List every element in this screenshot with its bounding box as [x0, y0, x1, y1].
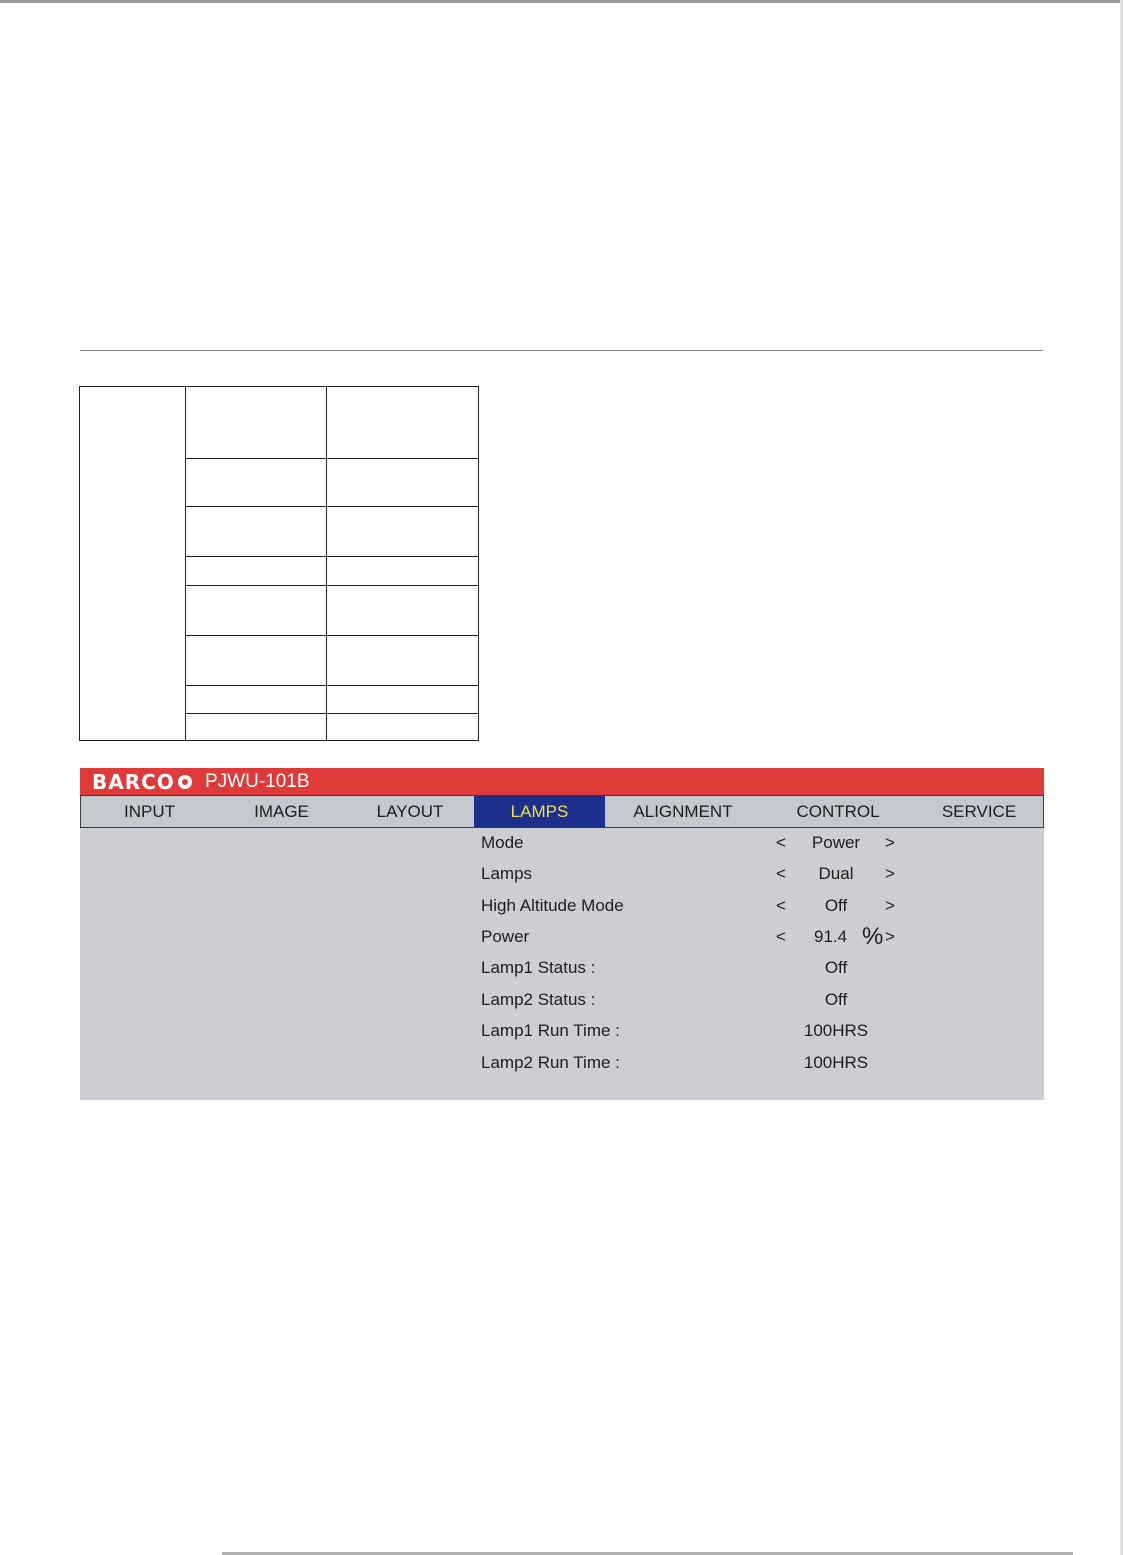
tab-input[interactable]: INPUT [124, 802, 175, 821]
brand-mark-icon [178, 775, 192, 789]
lamp2-runtime-value: 100HRS [803, 1053, 869, 1072]
table-row-divider [185, 556, 479, 557]
menu-row-lamp1-runtime [80, 1016, 1044, 1047]
high-altitude-prev-arrow[interactable]: < [776, 896, 786, 915]
power-prev-arrow[interactable]: < [776, 927, 786, 946]
menu-row-lamp2-status [80, 985, 1044, 1016]
mode-label: Mode [481, 833, 524, 852]
tab-service[interactable]: SERVICE [941, 802, 1017, 821]
mode-next-arrow[interactable]: > [885, 833, 895, 852]
table-column-divider [326, 386, 327, 741]
lamps-next-arrow[interactable]: > [885, 864, 895, 883]
table-row-divider [185, 585, 479, 586]
power-value: 91.4 [814, 927, 848, 946]
top-rule [0, 0, 1123, 3]
lamp2-status-label: Lamp2 Status : [481, 990, 596, 1009]
table-row-divider [185, 458, 479, 459]
lamps-value: Dual [818, 864, 854, 883]
section-divider [80, 350, 1043, 351]
mode-value: Power [811, 833, 861, 852]
high-altitude-next-arrow[interactable]: > [885, 896, 895, 915]
table-border [79, 386, 479, 741]
lamp2-runtime-label: Lamp2 Run Time : [481, 1053, 620, 1072]
table-row-divider [185, 635, 479, 636]
mode-prev-arrow[interactable]: < [776, 833, 786, 852]
lamps-prev-arrow[interactable]: < [776, 864, 786, 883]
high-altitude-label: High Altitude Mode [481, 896, 624, 915]
empty-table [79, 386, 479, 741]
lamps-label: Lamps [481, 864, 533, 883]
high-altitude-value: Off [824, 896, 848, 915]
lamp1-runtime-value: 100HRS [803, 1021, 869, 1040]
table-row-divider [185, 685, 479, 686]
lamp2-status-value: Off [824, 990, 848, 1009]
menu-row-high-altitude[interactable] [80, 891, 1044, 922]
osd-menu [80, 768, 1044, 1100]
osd-header [80, 768, 1044, 795]
brand-logo [92, 769, 192, 794]
power-next-arrow[interactable]: > [885, 927, 895, 946]
lamp1-status-value: Off [824, 958, 848, 977]
lamp1-status-label: Lamp1 Status : [481, 958, 596, 977]
tab-lamps[interactable]: LAMPS [474, 796, 605, 827]
power-label: Power [481, 927, 530, 946]
tab-control[interactable]: CONTROL [796, 802, 880, 821]
tab-alignment[interactable]: ALIGNMENT [633, 802, 733, 821]
menu-row-lamp2-runtime [80, 1048, 1044, 1079]
tab-image[interactable]: IMAGE [254, 802, 309, 821]
tab-layout[interactable]: LAYOUT [376, 802, 444, 821]
lamp1-runtime-label: Lamp1 Run Time : [481, 1021, 620, 1040]
brand-name: BARCO [92, 769, 175, 794]
menu-row-mode[interactable] [80, 828, 1044, 859]
tab-bar [80, 795, 1044, 828]
table-row-divider [185, 506, 479, 507]
table-column-divider [185, 386, 186, 741]
table-row-divider [185, 713, 479, 714]
menu-row-power[interactable] [80, 922, 1044, 953]
menu-row-lamp1-status [80, 953, 1044, 984]
model-name: PJWU-101B [205, 771, 310, 792]
power-unit: % [862, 923, 884, 950]
menu-row-lamps[interactable] [80, 859, 1044, 890]
